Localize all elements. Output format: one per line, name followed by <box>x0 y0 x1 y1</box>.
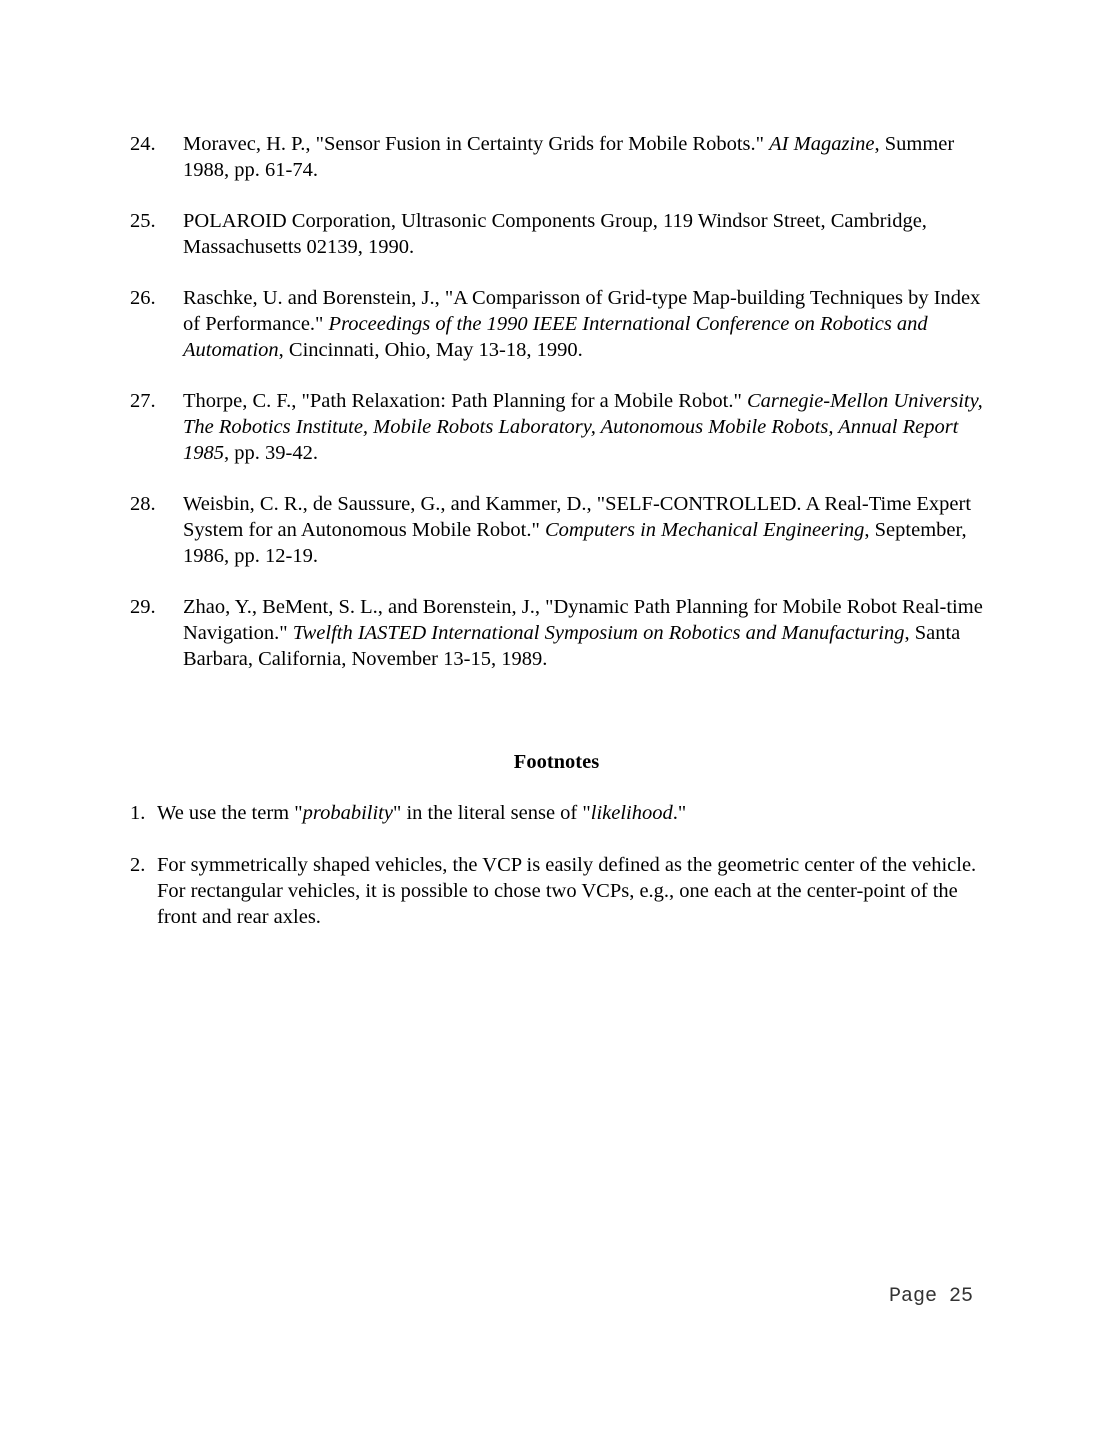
reference-25 <box>130 208 990 260</box>
footnote-number: 2. <box>130 854 146 876</box>
reference-28 <box>130 491 990 569</box>
ref-source: Carnegie-Mellon University, The Robotics Institute, Mobile Robots Laboratory, Autonomous Mobile Robots, Annual Report 1985 <box>183 390 983 464</box>
footnote-2 <box>130 852 990 930</box>
ref-source: Computers in Mechanical Engineering <box>545 519 865 541</box>
ref-text: POLAROID Corporation, Ultrasonic Components Group, 119 Windsor Street, Cambridge, Massachusetts 02139, 1990. <box>183 210 927 258</box>
fn-italic: probability <box>302 802 393 824</box>
fn-text: ." <box>672 802 687 824</box>
ref-number: 28. <box>130 493 156 515</box>
ref-text: Moravec, H. P., "Sensor Fusion in Certainty Grids for Mobile Robots." <box>183 133 770 155</box>
ref-number: 29. <box>130 596 156 618</box>
ref-source: AI Magazine <box>769 133 875 155</box>
fn-italic: likelihood <box>590 802 673 824</box>
ref-number: 25. <box>130 210 156 232</box>
reference-29 <box>130 594 990 672</box>
ref-text: Weisbin, C. R., de Saussure, G., and Kammer, D., "SELF-CONTROLLED. A Real-Time Expert System for an Autonomous Mobile Robot." <box>183 493 972 541</box>
ref-details: , September, 1986, pp. 12-19. <box>183 519 967 567</box>
reference-26 <box>130 285 990 363</box>
ref-details: , Cincinnati, Ohio, May 13-18, 1990. <box>278 339 583 361</box>
fn-text: We use the term " <box>157 802 303 824</box>
ref-number: 27. <box>130 390 156 412</box>
ref-source: Proceedings of the 1990 IEEE International Conference on Robotics and Automation <box>183 313 928 361</box>
ref-text: Thorpe, C. F., "Path Relaxation: Path Planning for a Mobile Robot." <box>183 390 747 412</box>
ref-text: Zhao, Y., BeMent, S. L., and Borenstein, J., "Dynamic Path Planning for Mobile Robot Real-time Navigation." <box>183 596 983 644</box>
footnote-1 <box>130 800 990 826</box>
ref-number: 26. <box>130 287 156 309</box>
ref-details: , Summer 1988, pp. 61-74. <box>183 133 955 181</box>
page-number: Page 25 <box>889 1285 974 1308</box>
ref-source: Twelfth IASTED International Symposium on Robotics and Manufacturing <box>292 622 905 644</box>
fn-text: For symmetrically shaped vehicles, the VCP is easily defined as the geometric center of the vehicle. For rectangular vehicles, it is possible to chose two VCPs, e.g., one each at the center-point of the front and rear axles. <box>157 854 977 928</box>
footnote-number: 1. <box>130 802 146 824</box>
footnotes-heading: Footnotes <box>513 751 600 773</box>
reference-27 <box>130 388 990 466</box>
ref-details: , Santa Barbara, California, November 13-15, 1989. <box>183 622 961 670</box>
fn-text: " in the literal sense of " <box>392 802 591 824</box>
reference-24 <box>130 131 990 183</box>
ref-text: Raschke, U. and Borenstein, J., "A Comparisson of Grid-type Map-building Techniques by Index of Performance." <box>183 287 981 335</box>
ref-details: , pp. 39-42. <box>224 442 318 464</box>
ref-number: 24. <box>130 133 156 155</box>
